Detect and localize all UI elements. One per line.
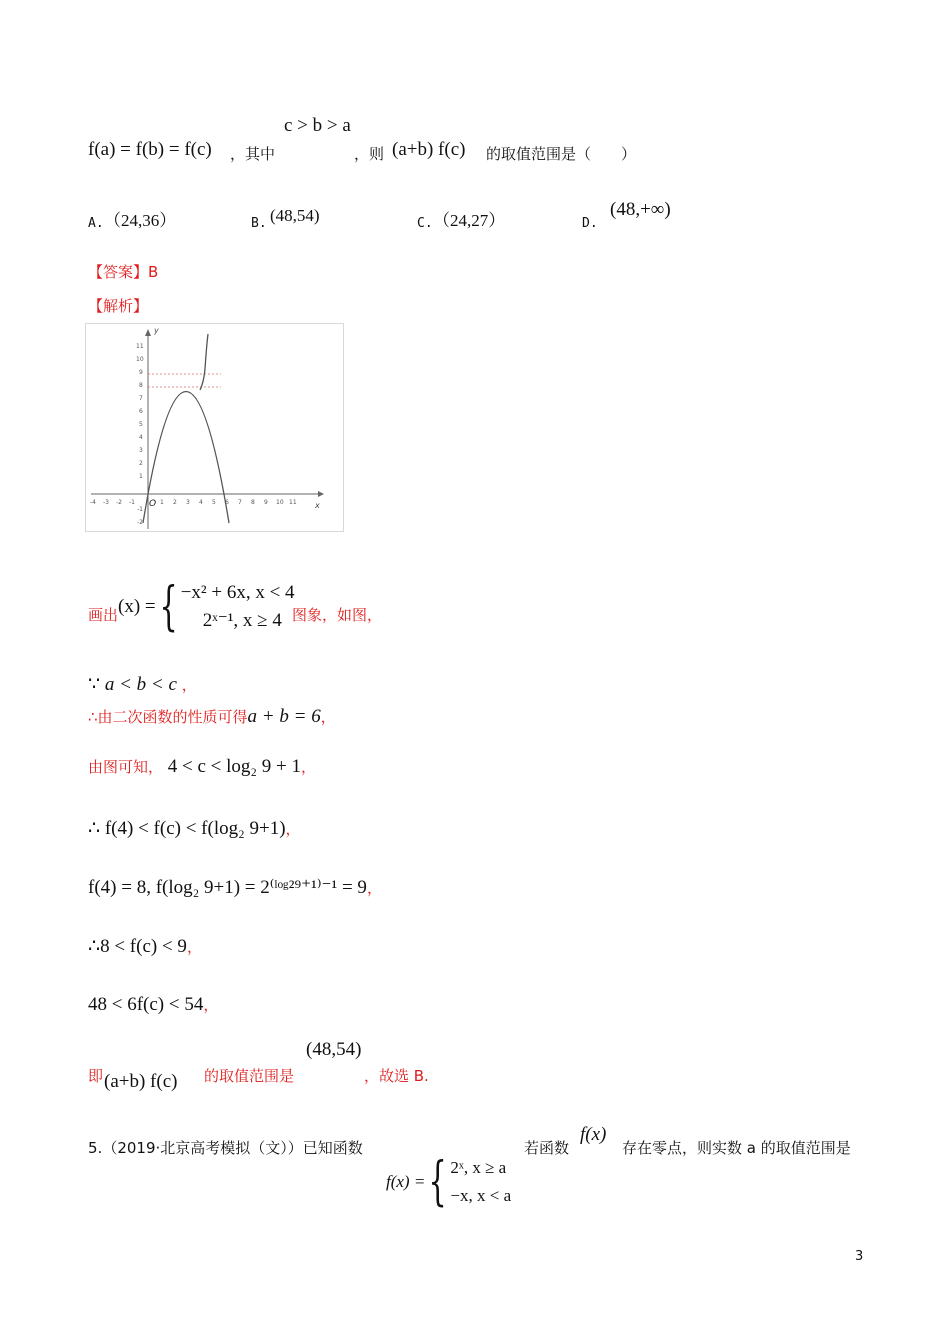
y-tick-label: 5: [139, 421, 143, 428]
q5-cases: [450, 1154, 511, 1210]
x-tick-label: 10: [276, 499, 284, 506]
graph-svg: [86, 324, 343, 531]
q5-if-text: 若函数: [524, 1139, 570, 1157]
step-4-formula: ∴ f(4) < f(c) < f(log₂ 9+1): [88, 818, 286, 839]
step-2-lead: ∴由二次函数的性质可得: [88, 708, 248, 726]
equal-values-expression: f(a) = f(b) = f(c): [88, 139, 212, 160]
q5-case-2: −x, x < a: [450, 1186, 512, 1205]
step-4-trail: ，: [285, 820, 301, 838]
step-2-trail: ，: [320, 708, 336, 726]
y-tick-label: 11: [136, 343, 144, 350]
q5-tail: 存在零点，则实数 a 的取值范围是: [622, 1139, 851, 1157]
x-tick-label: 3: [186, 499, 190, 506]
draw-suffix: 图象，如图，: [292, 606, 383, 624]
conclusion-expression: (a+b) f(c): [104, 1071, 178, 1092]
option-b-label: B.: [251, 216, 267, 231]
x-tick-label: 11: [289, 499, 297, 506]
q5-def-lhs: f(x) =: [386, 1172, 426, 1191]
target-expression: (a+b) f(c): [392, 139, 466, 160]
y-tick-label: 2: [139, 460, 143, 467]
step-3-lead: 由图可知，: [88, 758, 164, 776]
y-tick-label: -1: [137, 506, 143, 513]
x-tick-label: 8: [251, 499, 255, 506]
q5-piecewise: [386, 1154, 511, 1210]
step-1: [88, 673, 197, 696]
option-b-value: (48,54): [270, 206, 320, 225]
step-6-trail: ，: [186, 938, 202, 956]
x-tick-label: 9: [264, 499, 268, 506]
case-exponential: 2ˣ⁻¹, x ≥ 4: [202, 610, 282, 631]
q5-source: （2019·北京高考模拟（文））已知函数: [102, 1139, 363, 1157]
conclusion-prefix: 即: [88, 1067, 104, 1085]
step-7: [88, 994, 218, 1016]
step-5: [88, 876, 382, 899]
x-tick-label: 7: [238, 499, 242, 506]
step-3: [88, 756, 316, 778]
step-1-trail: ，: [176, 676, 197, 694]
y-tick-label: 3: [139, 447, 143, 454]
function-graph: [85, 323, 344, 532]
q5-header: [88, 1137, 363, 1158]
page-number: 3: [855, 1249, 864, 1264]
q5-number: 5.: [88, 1139, 103, 1157]
option-d-value: (48,+∞): [610, 199, 671, 220]
question-text-tail: 的取值范围是（ ）: [486, 145, 637, 163]
x-tick-label: -1: [129, 499, 135, 506]
q5-brace-symbol: {: [428, 1152, 447, 1212]
step-7-formula: 48 < 6f(c) < 54: [88, 994, 204, 1015]
y-axis-arrow: [145, 329, 151, 336]
step-2-formula: a + b = 6: [247, 706, 321, 727]
x-tick-label: 2: [173, 499, 177, 506]
y-tick-label: 4: [139, 434, 143, 441]
q5-fx: f(x): [580, 1124, 607, 1145]
option-c-value: （24,27）: [433, 211, 506, 230]
exponential-curve: [200, 334, 208, 390]
condition-inequality: c > b > a: [284, 115, 351, 136]
x-tick-label: -2: [116, 499, 122, 506]
y-tick-label: 10: [136, 356, 144, 363]
analysis-heading: 【解析】: [88, 297, 149, 315]
x-tick-label: -3: [103, 499, 109, 506]
step-6: [88, 935, 202, 958]
option-a-value: （24,36）: [104, 211, 177, 230]
step-3-formula: 4 < c < log₂ 9 + 1: [163, 756, 301, 777]
question-text-then: ，则: [354, 145, 385, 163]
y-tick-label: 9: [139, 369, 143, 376]
step-4: [88, 817, 301, 840]
y-tick-label: 7: [139, 395, 143, 402]
origin-label: O: [149, 499, 157, 509]
x-axis-label: x: [315, 501, 320, 510]
y-tick-label: 1: [139, 473, 143, 480]
conclusion-range: (48,54): [306, 1039, 362, 1060]
option-a-label: A.: [88, 216, 104, 231]
x-tick-label: 1: [160, 499, 164, 506]
question-text-where: ，其中: [230, 145, 276, 163]
option-d-label: D.: [582, 216, 598, 231]
step-5-trail: ，: [366, 879, 382, 897]
option-c-label: C.: [417, 216, 433, 231]
x-tick-label: 6: [225, 499, 229, 506]
x-tick-label: -4: [90, 499, 96, 506]
step-1-formula: a < b < c: [100, 674, 177, 695]
x-axis-arrow: [318, 491, 324, 497]
answer-line: 【答案】B: [88, 263, 159, 281]
y-axis-label: y: [154, 326, 159, 335]
case-quadratic: −x² + 6x, x < 4: [180, 582, 295, 603]
step-6-formula: ∴8 < f(c) < 9: [88, 936, 187, 957]
step-3-trail: ，: [301, 758, 317, 776]
conclusion-middle: 的取值范围是: [204, 1067, 295, 1085]
y-tick-labels: [136, 343, 144, 526]
because-symbol: ∵: [88, 674, 101, 695]
conclusion-end: ，故选 B.: [364, 1067, 429, 1085]
x-tick-labels: [90, 499, 297, 506]
piecewise-definition: [118, 579, 295, 635]
y-tick-label: 8: [139, 382, 143, 389]
y-tick-label: 6: [139, 408, 143, 415]
brace-symbol: {: [159, 577, 178, 637]
fx-lhs: (x) =: [118, 596, 156, 617]
step-5-formula: f(4) = 8, f(log₂ 9+1) = 2⁽ˡᵒᵍ²⁹⁺¹⁾⁻¹ = 9: [88, 877, 367, 898]
piecewise-cases: [181, 579, 295, 635]
step-2: [88, 706, 336, 728]
step-7-trail: ，: [203, 996, 219, 1014]
y-tick-label: -2: [137, 519, 143, 526]
q5-case-1: 2ˣ, x ≥ a: [450, 1158, 507, 1177]
x-tick-label: 5: [212, 499, 216, 506]
x-tick-label: 4: [199, 499, 203, 506]
draw-prefix: 画出: [88, 606, 119, 624]
